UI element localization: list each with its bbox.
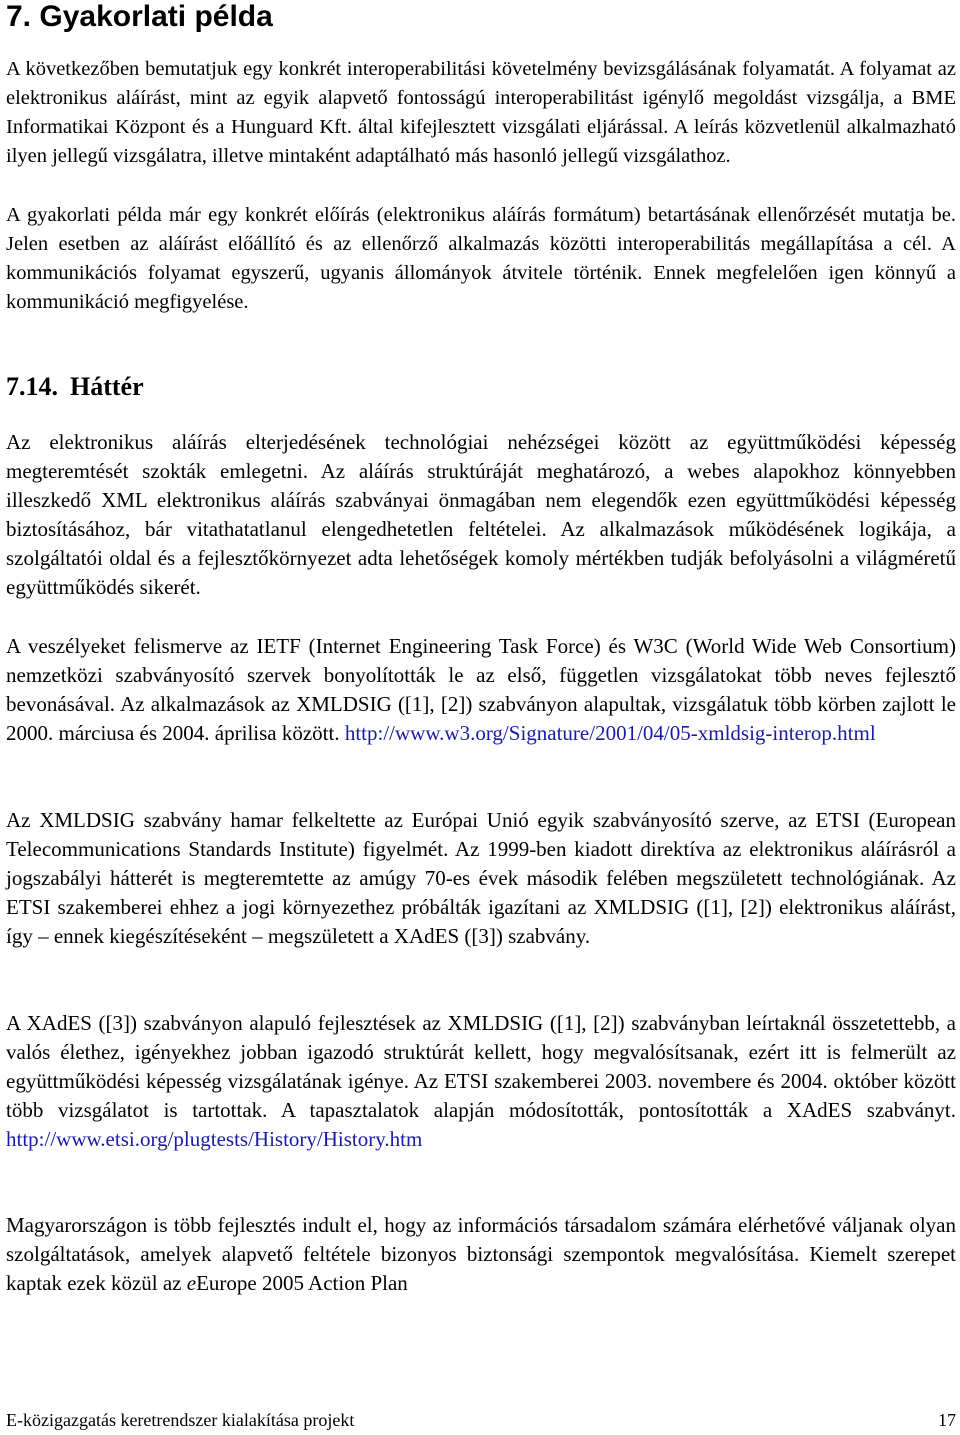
footer-title: E-közigazgatás keretrendszer kialakítása projekt xyxy=(6,1410,355,1430)
intro-paragraph-1: A következőben bemutatjuk egy konkrét interoperabilitási követelmény bevizsgálásának folyamatát. A folyamat az elektronikus aláírást, mint az egyik alapvető fontosságú interoperabilitást igénylő megoldást vizsgálja, a BME Informatikai Központ és a Hunguard Kft. által kifejlesztett vizsgálati eljárással. A leírás közvetlenül alkalmazható ilyen jellegű vizsgálatra, illetve mintaként adaptálható más hasonló jellegű vizsgálathoz. xyxy=(6,58,956,167)
body-paragraph-4-text: A XAdES ([3]) szabványon alapuló fejlesztések az XMLDSIG ([1], [2]) szabványban leírtaknál összetettebb, a valós élethez, igényekhez jobban igazodó struktúrát kellett, hogy megvalósítsanak, ezért itt is felmerült az együttműködési képesség vizsgálatának igénye. Az ETSI szakemberei 2003. novembere és 2004. október között több vizsgálatot is tartottak. A tapasztalatok alapján módosították, pontosították a XAdES szabványt. xyxy=(6,1011,956,1122)
body-paragraph-2 xyxy=(6,632,956,748)
section-title: Gyakorlati példa xyxy=(39,0,273,33)
body-paragraph-3: Az XMLDSIG szabvány hamar felkeltette az Európai Unió egyik szabványosító szerve, az ETSI (European Telecommunications Standards Institute) figyelmét. Az 1999-ben kiadott direktíva az elektronikus aláírásról a jogszabályi hátterét is megteremtette az amúgy 70-es évek második felében megszületett technológiának. Az ETSI szakemberei ehhez a jogi környezethez próbálták igazítani az XMLDSIG ([1], [2]) elektronikus aláírást, így – ennek kiegészítéseként – megszületett a XAdES ([3]) szabvány. xyxy=(6,808,956,948)
body-paragraph-5-italic: e xyxy=(186,1271,197,1295)
intro-paragraph-2: A gyakorlati példa már egy konkrét előírás (elektronikus aláírás formátum) betartásának ellenőrzését mutatja be. Jelen esetben az aláírást előállító és az ellenőrző alkalmazás közötti interoperabilitás megállapítása a cél. A kommunikációs folyamat egyszerű, ugyanis állományok átvitele történik. Ennek megfelelően igen könnyű a kommunikáció megfigyelése. xyxy=(6,204,956,313)
w3c-interop-link[interactable]: http://www.w3.org/Signature/2001/04/05-xmldsig-interop.html xyxy=(344,721,876,745)
subsection-heading xyxy=(6,372,144,402)
section-heading xyxy=(6,0,273,34)
page-number: 17 xyxy=(938,1410,956,1430)
body-paragraph-1: Az elektronikus aláírás elterjedésének technológiai nehézségei között az együttműködési képesség megteremtését szokták emlegetni. Az aláírás struktúráját meghatározó, a webes alapokhoz könnyebben illeszkedő XML elektronikus aláírás szabványai önmagában nem elegendők ezen együttműködési képesség biztosításához, bár vitathatatlanul elengedhetetlen feltételei. Az alkalmazások működésének logikája, a szolgáltatói oldal és a fejlesztőkörnyezet adta lehetőségek komoly mértékben tudják befolyásolni a világméretű együttműködés sikerét. xyxy=(6,430,956,599)
body-paragraph-5-tail: Europe 2005 Action Plan xyxy=(196,1271,408,1295)
body-paragraph-4 xyxy=(6,1009,956,1154)
body-paragraph-5-text: Magyarországon is több fejlesztés indult el, hogy az információs társadalom számára elérhetővé váljanak olyan szolgáltatások, amelyek alapvető feltétele bizonyos biztonsági szempontok megvalósítása. Kiemelt szerepet kaptak ezek közül az xyxy=(6,1213,956,1295)
body-paragraph-5 xyxy=(6,1211,956,1298)
subsection-title: Háttér xyxy=(70,372,144,401)
etsi-plugtests-link[interactable]: http://www.etsi.org/plugtests/History/History.htm xyxy=(6,1127,423,1151)
section-number: 7. xyxy=(6,0,32,33)
body-paragraph-2-text: A veszélyeket felismerve az IETF (Internet Engineering Task Force) és W3C (World Wide Web Consortium) nemzetközi szabványosító szervek bonyolították le az első, független vizsgálatokat több neves fejlesztő bevonásával. Az alkalmazások az XMLDSIG ([1], [2]) szabványon alapultak, vizsgálatuk több körben zajlott le 2000. márciusa és 2004. áprilisa között. xyxy=(6,634,956,745)
subsection-number: 7.14. xyxy=(6,372,58,401)
